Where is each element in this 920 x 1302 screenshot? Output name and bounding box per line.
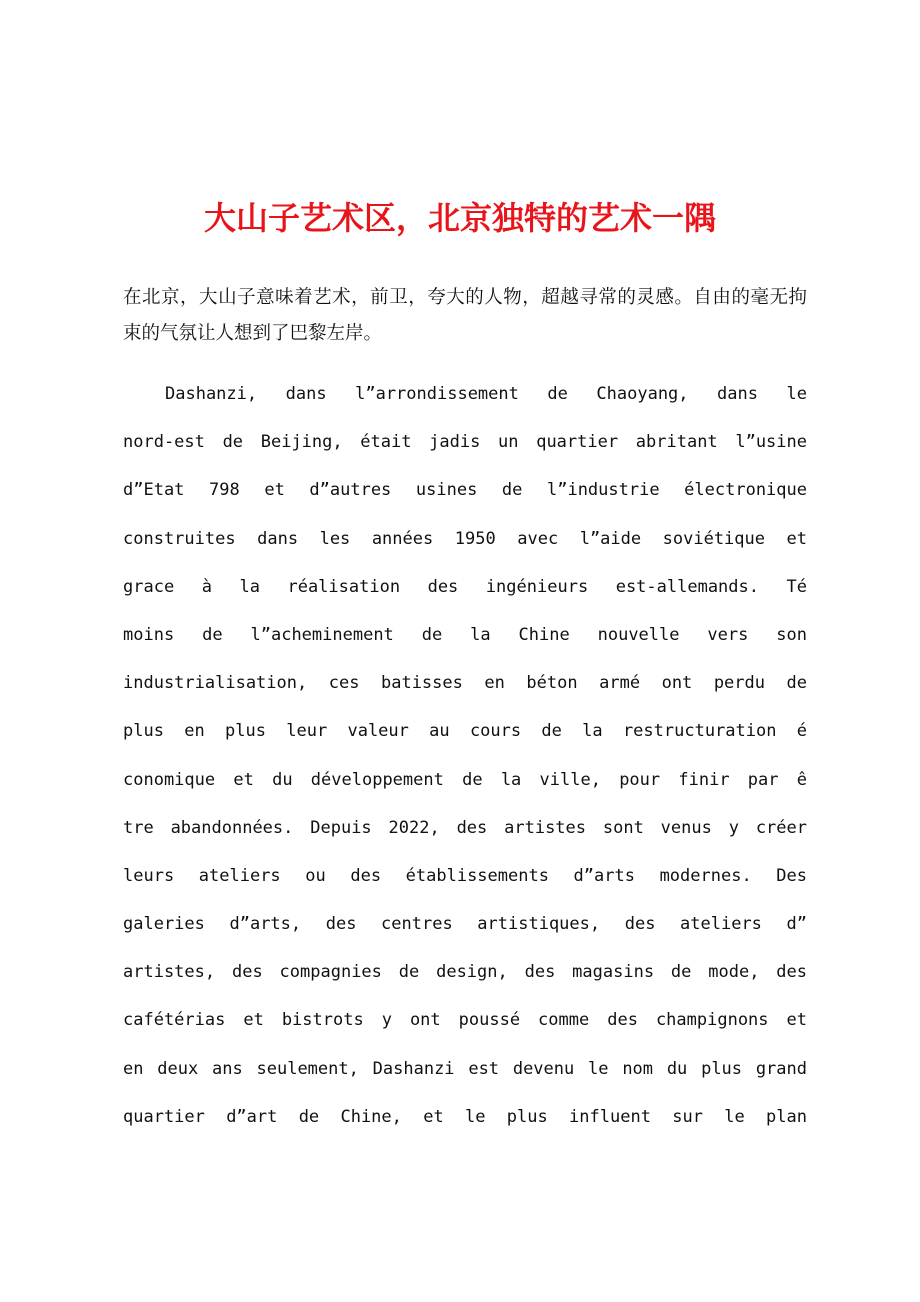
document-title: 大山子艺术区，北京独特的艺术一隅 xyxy=(203,199,716,237)
body-line: quartier d”art de Chine, et le plus influent sur le plan xyxy=(123,1106,807,1127)
body-line: leurs ateliers ou des établissements d”arts modernes. Des xyxy=(123,865,807,886)
intro-paragraph: 在北京，大山子意味着艺术，前卫，夸大的人物，超越寻常的灵感。自由的毫无拘束的气氛让人想到了巴黎左岸。 xyxy=(123,287,807,344)
body-line: nord-est de Beijing, était jadis un quartier abritant l”usine xyxy=(123,432,807,453)
body-line: grace à la réalisation des ingénieurs est-allemands. Té xyxy=(123,576,807,597)
body-line: Dashanzi, dans l”arrondissement de Chaoyang, dans le xyxy=(165,384,807,404)
body-line: cafétérias et bistrots y ont poussé comme des champignons et xyxy=(123,1010,807,1031)
body-line: plus en plus leur valeur au cours de la restructuration é xyxy=(123,721,807,742)
body-paragraph xyxy=(123,376,807,1147)
body-line: construites dans les années 1950 avec l”aide soviétique et xyxy=(123,528,807,549)
body-line: conomique et du développement de la ville, pour finir par ê xyxy=(123,769,807,790)
body-line: industrialisation, ces batisses en béton armé ont perdu de xyxy=(123,673,807,694)
body-line: en deux ans seulement, Dashanzi est devenu le nom du plus grand xyxy=(123,1058,807,1079)
body-line: moins de l”acheminement de la Chine nouvelle vers son xyxy=(123,624,807,645)
body-line: tre abandonnées. Depuis 2022, des artistes sont venus y créer xyxy=(123,817,807,838)
body-line: galeries d”arts, des centres artistiques, des ateliers d” xyxy=(123,914,807,935)
body-line: artistes, des compagnies de design, des magasins de mode, des xyxy=(123,962,807,983)
body-line: d”Etat 798 et d”autres usines de l”industrie électronique xyxy=(123,480,807,501)
